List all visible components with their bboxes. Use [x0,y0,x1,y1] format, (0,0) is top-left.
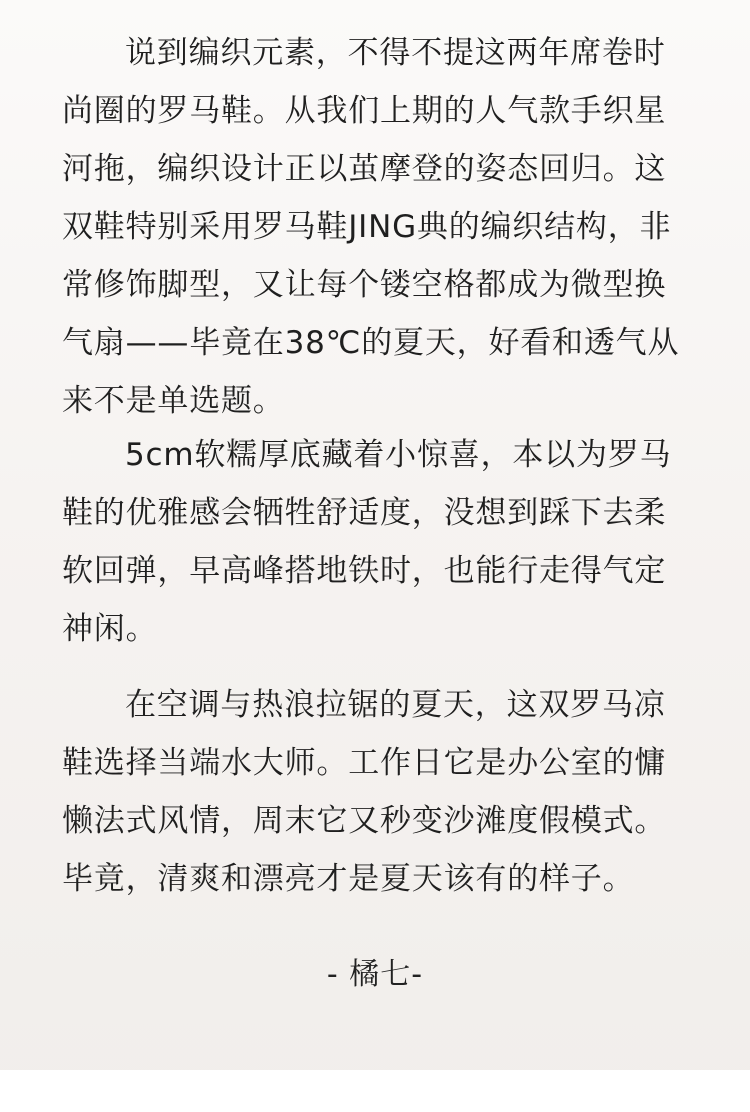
article-paragraph-2: 5cm软糯厚底藏着小惊喜，本以为罗马鞋的优雅感会牺牲舒适度，没想到踩下去柔软回弹，早高峰搭地铁时，也能行走得气定神闲。 [62,437,672,647]
author-signature: - 橘七- [326,957,424,992]
bottom-white-strip [0,1070,750,1112]
article-paragraph-1: 说到编织元素，不得不提这两年席卷时尚圈的罗马鞋。从我们上期的人气款手织星河拖，编织设计正以茧摩登的姿态回归。这双鞋特别采用罗马鞋JING典的编织结构，非常修饰脚型，又让每个镂空格都成为微型换气扇——毕竟在38℃的夏天，好看和透气从来不是单选题。 [62,35,680,419]
article-paragraph-3: 在空调与热浪拉锯的夏天，这双罗马凉鞋选择当端水大师。工作日它是办公室的慵懒法式风情，周末它又秒变沙滩度假模式。毕竟，清爽和漂亮才是夏天该有的样子。 [62,687,667,897]
